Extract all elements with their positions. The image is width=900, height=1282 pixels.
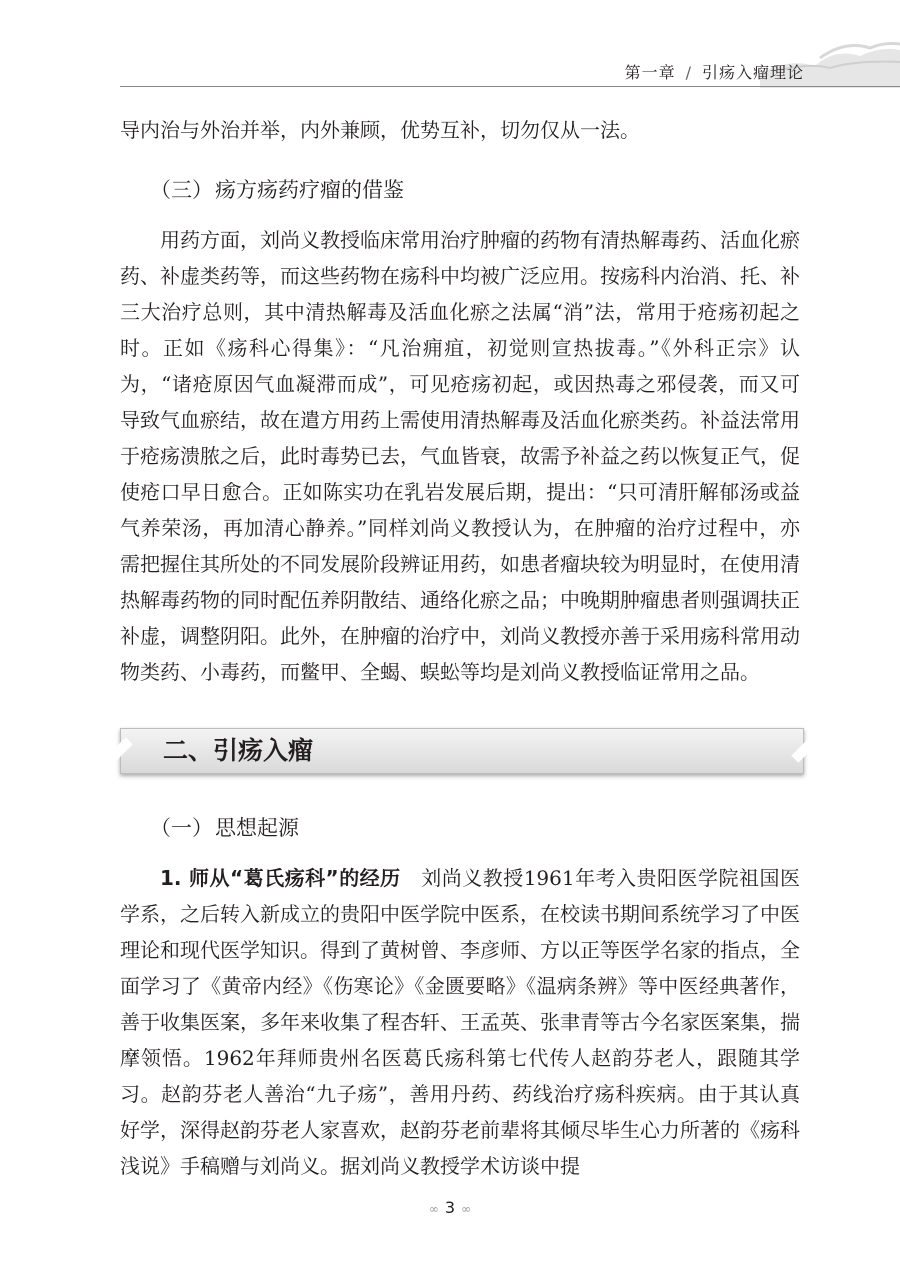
subheading-one-marker: （一） [150, 816, 213, 840]
subheading-one-title: 思想起源 [215, 816, 299, 840]
subheading-three-marker: （三） [150, 178, 213, 202]
header-title: 引疡入瘤理论 [701, 63, 804, 82]
subheading-three-title: 疡方疡药疗瘤的借鉴 [215, 178, 404, 202]
page-footer [0, 1198, 900, 1217]
section-heading-bar [120, 728, 804, 774]
header-separator: / [685, 63, 692, 82]
page-body [120, 112, 800, 1184]
intro-line: 导内治与外治并举，内外兼顾，优势互补，切勿仅从一法。 [120, 118, 640, 142]
subheading-three [150, 172, 800, 208]
paragraph-origin [120, 860, 800, 1184]
footer-right-ornament: ∞ [461, 1202, 472, 1216]
page-number: 3 [444, 1198, 456, 1217]
header-rule [120, 86, 900, 87]
paragraph-medication: 用药方面，刘尚义教授临床常用治疗肿瘤的药物有清热解毒药、活血化瘀药、补虚类药等，而这些药物在疡科中均被广泛应用。按疡科内治消、托、补三大治疗总则，其中清热解毒及活血化瘀之法属“消”法，常用于疮疡初起之时。正如《疡科心得集》：“凡治痈疽，初觉则宣热拔毒。”《外科正宗》认为，“诸疮原因气血凝滞而成”，可见疮疡初起，或因热毒之邪侵袭，而又可导致气血瘀结，故在遣方用药上需使用清热解毒及活血化瘀类药。补益法常用于疮疡溃脓之后，此时毒势已去，气血皆衰，故需予补益之药以恢复正气，促使疮口早日愈合。正如陈实功在乳岩发展后期，提出：“只可清肝解郁汤或益气养荣汤，再加清心静养。”同样刘尚义教授认为，在肿瘤的治疗过程中，亦需把握住其所处的不同发展阶段辨证用药，如患者瘤块较为明显时，在使用清热解毒药物的同时配伍养阴散结、通络化瘀之品；中晚期肿瘤患者则强调扶正补虚，调整阴阳。此外，在肿瘤的治疗中，刘尚义教授亦善于采用疡科常用动物类药、小毒药，而鳖甲、全蝎、蜈蚣等均是刘尚义教授临证常用之品。 [120, 228, 800, 684]
footer-left-ornament: ∞ [428, 1202, 439, 1216]
header-chapter: 第一章 [624, 63, 676, 82]
subheading-one [150, 810, 800, 846]
paragraph-origin-text: 刘尚义教授1961年考入贵阳医学院祖国医学系，之后转入新成立的贵阳中医学院中医系，在校读书期间系统学习了中医理论和现代医学知识。得到了黄树曾、李彦师、方以正等医学名家的指点，全面学习了《黄帝内经》《伤寒论》《金匮要略》《温病条辨》等中医经典著作，善于收集医案，多年来收集了程杏轩、王孟英、张聿青等古今名家医案集，揣摩领悟。1962年拜师贵州名医葛氏疡科第七代传人赵韵芬老人，跟随其学习。赵韵芬老人善治“九子疡”，善用丹药、药线治疗疡科疾病。由于其认真好学，深得赵韵芬老人家喜欢，赵韵芬老前辈将其倾尽毕生心力所著的《疡科浅说》手稿赠与刘尚义。据刘尚义教授学术访谈中提 [120, 866, 801, 1178]
paragraph-origin-lead: 1. 师从“葛氏疡科”的经历 [160, 866, 401, 890]
section-heading: 二、引疡入瘤 [163, 736, 314, 765]
running-header [625, 60, 804, 83]
